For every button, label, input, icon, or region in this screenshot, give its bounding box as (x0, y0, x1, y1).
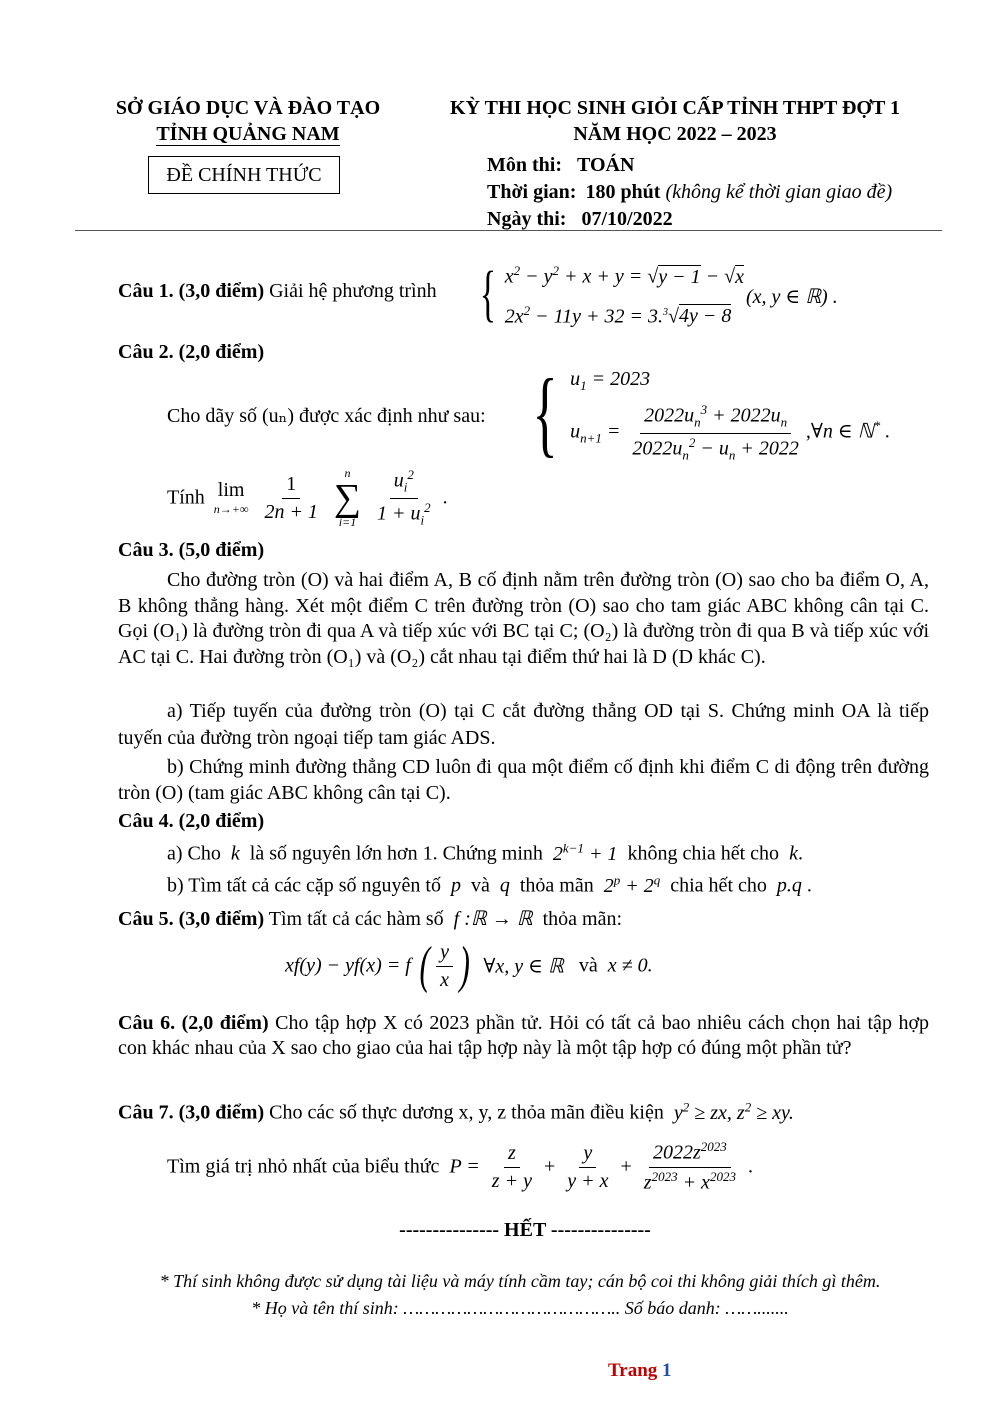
left-brace-icon: { (532, 358, 558, 466)
school-year: NĂM HỌC 2022 – 2023 (573, 123, 777, 145)
q7-expression: Tìm giá trị nhỏ nhất của biểu thức P = $\frac{z}{z + y}$ + $\frac{y}{y + x}$ + $\frac{2022z^{2023}}{z^{2023} + x^{2023}}$ . (167, 1139, 753, 1194)
q2-compute-label: Tính (167, 486, 205, 509)
q1-system (473, 254, 744, 333)
q4a-pre: a) Cho (167, 842, 221, 865)
q5-cond-and: và (578, 954, 598, 977)
q3-title: Câu 3. (5,0 điểm) (118, 539, 265, 561)
subject-value: TOÁN (577, 154, 635, 176)
q7-header: Câu 7. (3,0 điểm) Cho các số thực dương x, y, z thỏa mãn điều kiện $y^2$ ≥ zx, $z^2$ ≥ xy. (118, 1099, 794, 1124)
q1-text: Giải hệ phương trình (269, 280, 437, 302)
page-label: Trang (608, 1360, 658, 1381)
time-row (487, 179, 892, 206)
question-1 (118, 252, 938, 332)
q4b-pre: b) Tìm tất cả các cặp số nguyên tố (167, 874, 441, 897)
q2-limit: Tính lim n→+∞ $\frac{1}{2n + 1}$ n ∑ i=1 $\frac{u_i^2}{1 + u_i^2}$ . (167, 466, 448, 530)
q2-sequence-system (522, 358, 891, 466)
time-label: Thời gian: (487, 181, 577, 203)
q5-header: Câu 5. (3,0 điểm) Tìm tất cả các hàm số f :ℝ → ℝ thỏa mãn: (118, 908, 623, 930)
q1-system-lines: $x^2 - y^2 + x + y = √y - 1 - √x$ $2x^2 - 11y + 32 = 3.^3√4y - 8$ (504, 263, 744, 328)
province-name (100, 123, 396, 146)
q6-text: Cho tập hợp X có 2023 phần tử. Hỏi có tất cả bao nhiêu cách chọn hai tập hợp con khác nhau của X sao cho giao của hai tập hợp này là một tập hợp có đúng một phần tử? (118, 1012, 930, 1059)
q4b-and: và (470, 874, 490, 897)
q7-text-pre: Cho các số thực dương x, y, z thỏa mãn điều kiện (269, 1101, 664, 1124)
q5-text-pre: Tìm tất cả các hàm số (268, 908, 444, 930)
page-number (608, 1360, 672, 1382)
q7-find: Tìm giá trị nhỏ nhất của biểu thức (167, 1155, 440, 1178)
question-6 (118, 1011, 929, 1061)
date-row (487, 206, 892, 233)
q5-text-post: thỏa mãn: (542, 908, 623, 930)
q4a-post: không chia hết cho (627, 842, 780, 865)
q4b-mid: thỏa mãn (519, 874, 594, 897)
q4a-mid: là số nguyên lớn hơn 1. Chứng minh (249, 842, 543, 865)
q4b-post: chia hết cho (670, 874, 767, 897)
end-mark: --------------- HẾT --------------- (399, 1219, 651, 1241)
date-value: 07/10/2022 (581, 208, 673, 230)
q4-title: Câu 4. (2,0 điểm) (118, 810, 265, 832)
time-value: 180 phút (585, 181, 661, 203)
q4-part-a: a) Cho k là số nguyên lớn hơn 1. Chứng minh $2^{k-1} + 1$ không chia hết cho k. (167, 840, 803, 865)
q6-title: Câu 6. (2,0 điểm) (118, 1012, 269, 1034)
exam-title: KỲ THI HỌC SINH GIỎI CẤP TỈNH THPT ĐỢT 1 (450, 97, 900, 119)
official-exam-label: ĐỀ CHÍNH THỨC (166, 164, 322, 186)
page-number-value: 1 (662, 1360, 672, 1381)
q2-intro: Cho dãy số (uₙ) được xác định như sau: (167, 405, 486, 427)
q3-part-b: b) Chứng minh đường thẳng CD luôn đi qua một điểm cố định khi điểm C di động trên đường tròn (O) (tam giác ABC không cân tại C). (118, 756, 929, 804)
q5-title: Câu 5. (3,0 điểm) (118, 908, 265, 930)
province-text: TỈNH QUẢNG NAM (156, 123, 340, 145)
q2-title: Câu 2. (2,0 điểm) (118, 341, 265, 363)
time-note: (không kể thời gian giao đề) (665, 181, 893, 203)
header-divider (75, 230, 942, 231)
note-line-2: * Họ và tên thí sinh: ………………………………….. Số báo danh: ……....... (251, 1298, 789, 1318)
subject-label: Môn thi: (487, 154, 562, 176)
exam-info (487, 152, 892, 233)
note-line-1: * Thí sinh không được sử dụng tài liệu và máy tính cầm tay; cán bộ coi thi không giải thích gì thêm. (159, 1271, 881, 1291)
q4-part-b: b) Tìm tất cả các cặp số nguyên tố p và q thỏa mãn $2^p + 2^q$ chia hết cho p.q . (167, 872, 812, 897)
q1-domain: (x, y ∈ ℝ) . (746, 286, 838, 308)
q3-paragraph: Cho đường tròn (O) và hai điểm A, B cố định nằm trên đường tròn (O) sao cho ba điểm O, A, B không thẳng hàng. Xét một điểm C trên đường tròn (O) sao cho tam giác ABC không cân tại C. Gọi (O₁) là đường tròn đi qua A và tiếp xúc với BC tại C; (O₂) là đường tròn đi qua B và tiếp xúc với AC tại C. Hai đường tròn (O₁) và (O₂) cắt nhau tại điểm thứ hai là D (D khác C). (118, 569, 929, 668)
date-label: Ngày thi: (487, 208, 567, 230)
department-name: SỞ GIÁO DỤC VÀ ĐÀO TẠO (115, 97, 381, 119)
q5-equation: xf(y) − yf(x) = f ( $\frac{y}{x}$ ) ∀x, y ∈ ℝ và x ≠ 0. (285, 937, 653, 994)
left-brace-icon: { (479, 259, 497, 328)
q3-part-a: a) Tiếp tuyến của đường tròn (O) tại C cắt đường thẳng OD tại S. Chứng minh OA là tiếp tuyến của đường tròn ngoại tiếp tam giác ADS. (118, 700, 929, 749)
q2-system-lines: $u_1 = 2023$ $u_{n+1}$ = $\frac{2022u_n^3 + 2022u_n}{2022u_n^2 - u_n + 2022}$ ,∀n ∈ ℕ* . (570, 368, 891, 463)
subject-row (487, 152, 892, 179)
official-exam-box (148, 156, 340, 194)
q7-title: Câu 7. (3,0 điểm) (118, 1101, 265, 1124)
q1-title: Câu 1. (3,0 điểm) (118, 280, 265, 302)
